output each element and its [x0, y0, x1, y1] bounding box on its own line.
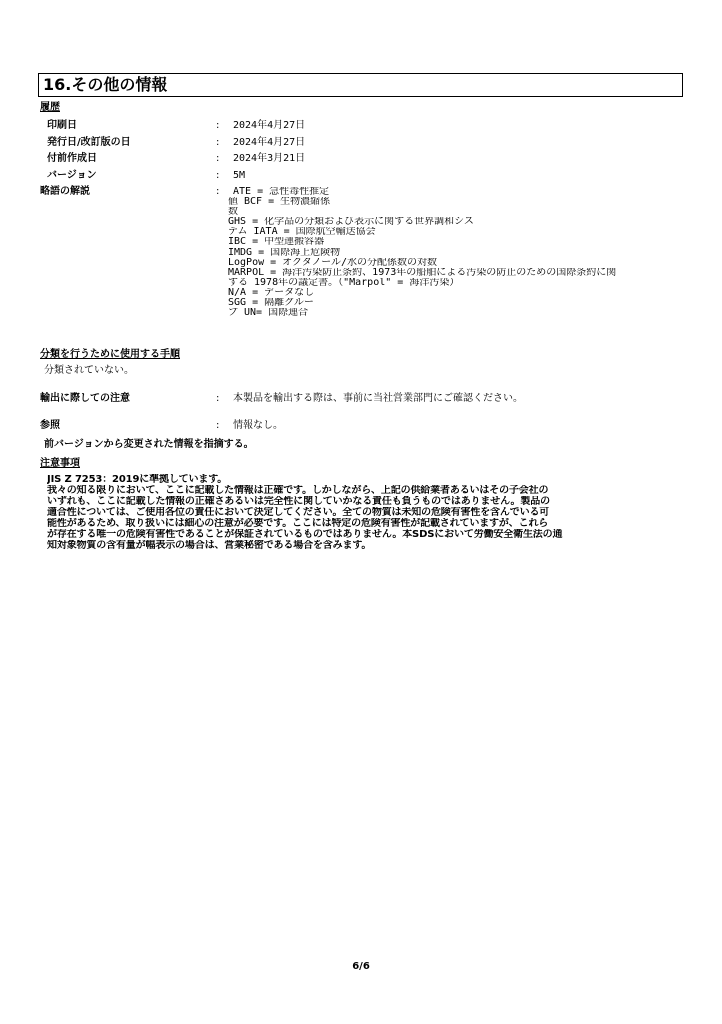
notes-line: JIS Z 7253：2019に準拠しています。 — [47, 474, 228, 485]
notes-body — [47, 474, 687, 551]
abbreviation-line: IMDG = 国際海上危険物 — [228, 247, 341, 258]
abbreviation-line: N/A = データなし — [228, 287, 315, 298]
abbreviation-line: 数 — [228, 207, 238, 218]
colon: : — [216, 137, 220, 148]
abbreviation-line: プ UN= 国際連合 — [228, 308, 309, 319]
colon: : — [216, 120, 220, 131]
colon: : — [216, 170, 220, 181]
reference-label: 参照 — [40, 420, 60, 431]
previous-date-value: 2024年3月21日 — [233, 153, 306, 164]
notes-line: 知対象物質の含有量が幅表示の場合は、営業秘密である場合を含みます。 — [47, 540, 372, 551]
abbreviation-line: IBC = 中型運搬容器 — [228, 237, 325, 248]
page-number: 6/6 — [352, 961, 370, 972]
version-value: 5M — [233, 170, 246, 181]
colon: : — [216, 186, 220, 197]
reference-value: 情報なし。 — [233, 420, 283, 431]
notes-heading: 注意事項 — [40, 458, 80, 469]
issue-date-value: 2024年4月27日 — [233, 137, 306, 148]
print-date-label: 印刷日 — [47, 120, 77, 131]
notes-line: いずれも、ここに記載した情報の正確さあるいは完全性に関していかなる責任も負うものではありません。製品の — [47, 496, 550, 507]
version-label: バージョン — [47, 170, 97, 181]
history-heading: 履歴 — [40, 102, 60, 113]
notes-line: 能性があるため、取り扱いには細心の注意が必要です。ここには特定の危険有害性が記載されていますが、これら — [47, 518, 549, 529]
issue-date-label: 発行日/改訂版の日 — [47, 137, 131, 148]
print-date-value: 2024年4月27日 — [233, 120, 306, 131]
notes-line: 適合性については、ご使用各位の責任において決定してください。全ての物質は未知の危険有害性を含んでいる可 — [47, 507, 550, 518]
abbreviation-line: テム IATA = 国際航空輸送協会 — [228, 227, 376, 238]
abbreviation-line: MARPOL = 海洋汚染防止条約、1973年の船舶による汚染の防止のための国際条約に関 — [228, 267, 617, 278]
export-value: 本製品を輸出する際は、事前に当社営業部門にご確認ください。 — [233, 393, 523, 404]
abbreviations-label: 略語の解説 — [40, 186, 90, 197]
abbreviation-line: する 1978年の議定書。（"Marpol" = 海洋汚染） — [228, 277, 460, 288]
colon: : — [216, 153, 220, 164]
classification-text: 分類されていない。 — [44, 365, 134, 376]
abbreviation-line: LogPow = オクタノール/水の分配係数の対数 — [228, 257, 438, 268]
notes-line: が存在する唯一の危険有害性であることが保証されているものではありません。本SDSにおいて労働安全衛生法の通 — [47, 529, 563, 540]
abbreviations-list — [228, 187, 688, 318]
colon: : — [216, 420, 220, 431]
previous-date-label: 付前作成日 — [47, 153, 97, 164]
notes-line: 我々の知る限りにおいて、ここに記載した情報は正確です。しかしながら、上記の供給業者あるいはその子会社の — [47, 485, 549, 496]
section-title: 16.その他の情報 — [38, 73, 683, 97]
colon: : — [216, 393, 220, 404]
classification-heading: 分類を行うために使用する手順 — [40, 349, 180, 360]
abbreviation-line: 値 BCF = 生物濃縮係 — [228, 197, 331, 208]
abbreviation-line: SGG = 隔離グルー — [228, 298, 314, 309]
abbreviation-line: GHS = 化学品の分類および表示に関する世界調和シス — [228, 217, 474, 228]
abbreviation-line: ATE = 急性毒性推定 — [233, 187, 330, 197]
export-label: 輸出に際しての注意 — [40, 393, 130, 404]
changes-note: 前バージョンから変更された情報を指摘する。 — [44, 439, 254, 450]
